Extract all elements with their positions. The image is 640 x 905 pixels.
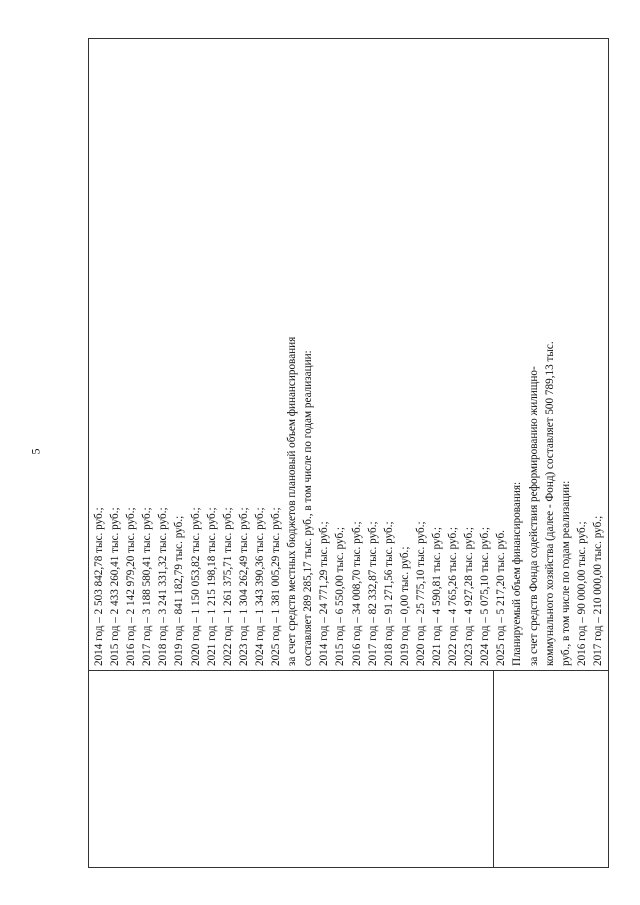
- text-line: 2014 год – 2 503 842,78 тыс. руб.;: [93, 507, 105, 666]
- right-column: [89, 39, 609, 671]
- text-line: 2016 год – 90 000,00 тыс. руб.;: [575, 521, 588, 666]
- text-line: 2020 год – 1 150 053,82 тыс. руб.;: [189, 507, 202, 666]
- text-line: 2021 год – 1 215 198,18 тыс. руб.;: [205, 507, 218, 666]
- text-line: 2023 год – 4 927,28 тыс. руб.;: [463, 526, 476, 666]
- text-line: составляет 289 285,17 тыс. руб., в том числе по годам реализации:: [302, 350, 315, 666]
- text-line: Планируемый объем финансирования:: [511, 481, 524, 666]
- text-line: 2024 год – 5 075,10 тыс. руб.;: [479, 526, 492, 666]
- rotated-page: [88, 38, 604, 868]
- text-line: 2014 год – 24 771,29 тыс. руб.;: [318, 521, 331, 666]
- text-line: 2024 год – 1 343 390,36 тыс. руб.;: [253, 507, 266, 666]
- text-line: за счет средств Фонда содействия реформированию жилищно-: [527, 366, 540, 666]
- text-line: 2018 год – 91 271,56 тыс. руб.;: [382, 521, 395, 666]
- text-line: 2022 год – 4 765,26 тыс. руб.;: [447, 526, 460, 666]
- text-line: 2016 год – 34 008,70 тыс. руб.;: [350, 521, 363, 666]
- text-line: руб., в том числе по годам реализации:: [559, 480, 572, 666]
- text-line: 2017 год – 3 188 580,41 тыс. руб.;: [141, 507, 154, 666]
- text-line: 2017 год – 82 332,87 тыс. руб.;: [366, 521, 379, 666]
- text-line: коммунального хозяйства (далее - Фонд) составляет 500 789,13 тыс.: [543, 341, 556, 666]
- landscape-content: [88, 38, 604, 868]
- page-number: 5: [28, 448, 43, 455]
- financing-text: [89, 39, 608, 670]
- financing-table: [88, 38, 609, 868]
- text-line: 2021 год – 4 590,81 тыс. руб.;: [430, 526, 443, 666]
- text-line: 2025 год – 1 381 005,29 тыс. руб.;: [270, 507, 283, 666]
- left-column: [89, 671, 609, 868]
- row-divider: [493, 671, 494, 867]
- text-line: 2019 год – 0,00 тыс. руб.;: [398, 546, 411, 666]
- text-line: 2019 год – 841 182,79 тыс. руб.;: [173, 515, 186, 666]
- text-line: 2020 год – 25 775,10 тыс. руб.;: [414, 521, 427, 666]
- text-line: 2023 год – 1 304 262,49 тыс. руб.;: [237, 507, 250, 666]
- text-line: 2017 год – 210 000,00 тыс. руб.;: [591, 515, 604, 666]
- text-line: 2018 год – 3 241 331,32 тыс. руб.;: [157, 507, 170, 666]
- text-line: 2016 год – 2 142 979,20 тыс. руб.;: [125, 507, 138, 666]
- text-line: 2025 год – 5 217,20 тыс. руб.: [495, 530, 508, 666]
- text-line: 2022 год – 1 261 375,71 тыс. руб.;: [221, 507, 234, 666]
- text-line: 2015 год – 6 550,00 тыс. руб.;: [334, 526, 347, 666]
- text-line: 2015 год – 2 433 260,41 тыс. руб.;: [109, 507, 122, 666]
- text-line: за счет средств местных бюджетов плановый объем финансирования: [286, 336, 299, 666]
